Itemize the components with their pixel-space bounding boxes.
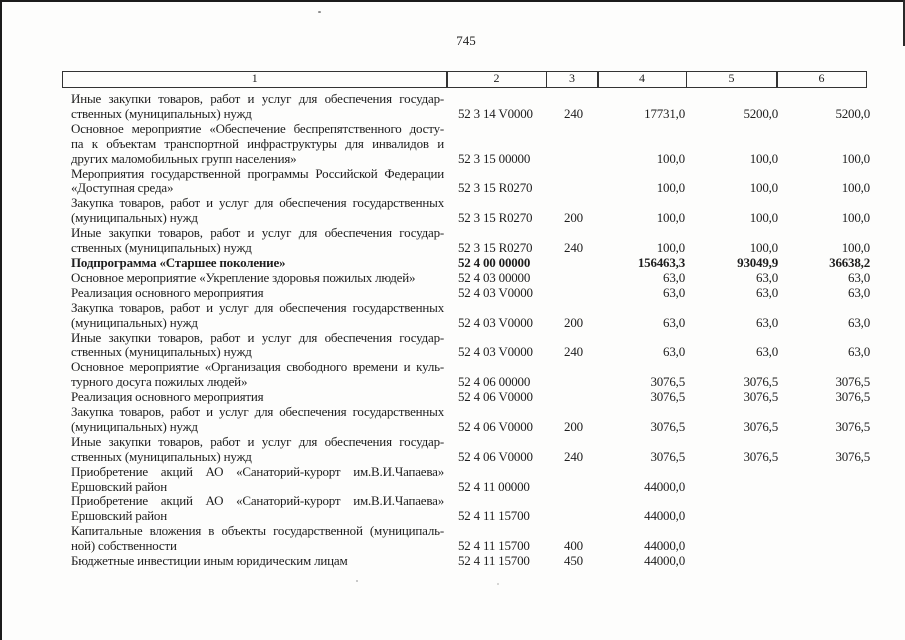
code-cell: 52 3 14 V0000 [458,105,533,121]
table-row [62,301,873,331]
expense-type-cell: 450 [564,553,583,569]
desc-line: Мероприятия государственной программы Российской Федерации [71,165,444,181]
amount-col4-cell: 3076,5 [650,374,685,390]
desc-line: Иные закупки товаров, работ и услуг для обеспечения государ- [71,225,444,241]
amount-col5-cell: 3076,5 [743,389,778,405]
amount-col6-cell: 100,0 [841,240,870,256]
amount-col4-cell: 17731,0 [644,105,685,121]
desc-line: (муниципальных) нужд [71,314,198,330]
header-cell-3: 3 [546,71,599,88]
amount-col4-cell: 100,0 [656,210,685,226]
expense-type-cell: 240 [564,344,583,360]
desc-cell [62,360,446,390]
amount-col6-cell: 100,0 [841,210,870,226]
desc-line: Иные закупки товаров, работ и услуг для обеспечения государ- [71,91,444,106]
desc-line: Закупка товаров, работ и услуг для обеспечения государственных [71,299,444,315]
desc-cell [62,405,446,435]
amount-col4-cell: 3076,5 [650,448,685,464]
table-row [62,167,873,197]
desc-cell [62,226,446,256]
code-cell: 52 4 00 00000 [458,254,531,270]
amount-col5-cell: 100,0 [749,210,778,226]
amount-col4-cell: 63,0 [663,344,685,360]
desc-cell [62,554,446,569]
amount-col6-cell: 3076,5 [835,389,870,405]
desc-line: Основное мероприятие «Укрепление здоровья пожилых людей» [71,269,416,285]
header-cell-4: 4 [597,71,687,88]
amount-col4-cell: 100,0 [656,240,685,256]
expense-type-cell: 400 [564,538,583,554]
amount-col6-cell: 3076,5 [835,418,870,434]
code-cell: 52 4 03 V0000 [458,344,533,360]
amount-col5-cell: 63,0 [756,344,778,360]
scan-noise-speck [356,580,358,582]
amount-col6-cell: 5200,0 [835,105,870,121]
amount-col5-cell: 63,0 [756,314,778,330]
code-cell: 52 4 11 00000 [458,478,530,494]
desc-line: па к объектам транспортной инфраструктуры для инвалидов и [71,135,444,151]
amount-col4-cell: 100,0 [656,180,685,196]
expense-type-cell: 240 [564,105,583,121]
desc-cell [62,301,446,331]
amount-col4-cell: 44000,0 [644,553,685,569]
code-cell: 52 4 06 V0000 [458,418,533,434]
table-row [62,494,873,524]
amount-col5-cell: 100,0 [749,180,778,196]
desc-line: Реализация основного мероприятия [71,284,264,300]
amount-col6-cell: 63,0 [848,344,870,360]
table-row [62,390,873,405]
expense-type-cell: 200 [564,314,583,330]
code-cell: 52 4 11 15700 [458,538,530,554]
table-body [62,92,873,569]
amount-col6-cell: 63,0 [848,269,870,285]
header-cell-6: 6 [776,71,867,88]
code-cell: 52 4 11 15700 [458,508,530,524]
amount-col5-cell: 93049,9 [737,254,778,270]
amount-col5-cell: 3076,5 [743,448,778,464]
table-row [62,554,873,569]
amount-col5-cell: 100,0 [749,240,778,256]
desc-line: Приобретение акций АО «Санаторий-курорт им.В.И.Чапаева» [71,493,444,509]
code-cell: 52 4 03 00000 [458,269,531,285]
table-row [62,92,873,122]
amount-col4-cell: 44000,0 [644,538,685,554]
desc-cell [62,92,446,122]
page-number: 745 [456,33,476,48]
desc-line: Капитальные вложения в объекты государственной (муниципаль- [71,523,444,539]
scan-noise-speck [318,11,321,13]
desc-line: ной) собственности [71,538,177,554]
amount-col5-cell: 100,0 [749,150,778,166]
desc-line: турного досуга пожилых людей» [71,374,248,390]
table-row [62,226,873,256]
desc-line: ственных (муниципальных) нужд [71,448,252,464]
desc-cell [62,435,446,465]
code-cell: 52 4 03 V0000 [458,314,533,330]
table-row [62,524,873,554]
desc-line: (муниципальных) нужд [71,418,198,434]
amount-col4-cell: 63,0 [663,314,685,330]
desc-line: Иные закупки товаров, работ и услуг для обеспечения государ- [71,329,444,345]
table-row [62,405,873,435]
desc-line: Ершовский район [71,478,167,494]
desc-line: Приобретение акций АО «Санаторий-курорт им.В.И.Чапаева» [71,463,444,479]
amount-col4-cell: 3076,5 [650,389,685,405]
amount-col6-cell: 36638,2 [829,254,870,270]
page-edge-left-line [0,0,2,640]
expense-type-cell: 200 [564,210,583,226]
code-cell: 52 4 06 V0000 [458,389,533,405]
code-cell: 52 4 06 V0000 [458,448,533,464]
amount-col5-cell: 63,0 [756,284,778,300]
expense-type-cell: 240 [564,240,583,256]
desc-line: Основное мероприятие «Обеспечение беспрепятственного досту- [71,120,444,136]
amount-col4-cell: 63,0 [663,269,685,285]
code-cell: 52 3 15 00000 [458,150,531,166]
header-cell-2: 2 [446,71,547,88]
desc-line: Реализация основного мероприятия [71,389,264,405]
desc-cell [62,390,446,405]
desc-line: Иные закупки товаров, работ и услуг для обеспечения государ- [71,433,444,449]
desc-line: Закупка товаров, работ и услуг для обеспечения государственных [71,195,444,211]
table-row [62,360,873,390]
amount-col5-cell: 3076,5 [743,418,778,434]
desc-cell [62,331,446,361]
desc-line: Закупка товаров, работ и услуг для обеспечения государственных [71,404,444,420]
desc-cell [62,286,446,301]
desc-cell [62,167,446,197]
desc-line: ственных (муниципальных) нужд [71,240,252,256]
amount-col5-cell: 5200,0 [743,105,778,121]
amount-col5-cell: 3076,5 [743,374,778,390]
table-row [62,435,873,465]
desc-cell [62,271,446,286]
code-cell: 52 4 06 00000 [458,374,531,390]
table-row [62,256,873,271]
desc-line: других маломобильных групп населения» [71,150,297,166]
amount-col6-cell: 3076,5 [835,448,870,464]
desc-cell [62,256,446,271]
amount-col4-cell: 63,0 [663,284,685,300]
table-row [62,331,873,361]
amount-col6-cell: 100,0 [841,180,870,196]
desc-cell [62,524,446,554]
amount-col6-cell: 3076,5 [835,374,870,390]
table-header-row [62,71,873,88]
amount-col6-cell: 63,0 [848,314,870,330]
amount-col6-cell: 100,0 [841,150,870,166]
desc-line: Подпрограмма «Старшее поколение» [71,254,286,270]
expense-type-cell: 200 [564,418,583,434]
code-cell: 52 4 11 15700 [458,553,530,569]
amount-col4-cell: 3076,5 [650,418,685,434]
amount-col4-cell: 44000,0 [644,478,685,494]
desc-line: Ершовский район [71,508,167,524]
table-row [62,271,873,286]
desc-line: Основное мероприятие «Организация свободного времени и куль- [71,359,444,375]
desc-line: (муниципальных) нужд [71,210,198,226]
table-row [62,286,873,301]
desc-line: «Доступная среда» [71,180,174,196]
table-row [62,196,873,226]
amount-col4-cell: 44000,0 [644,508,685,524]
amount-col4-cell: 100,0 [656,150,685,166]
amount-col4-cell: 156463,3 [637,254,685,270]
table-row [62,465,873,495]
desc-line: Бюджетные инвестиции иным юридическим лицам [71,553,348,569]
code-cell: 52 4 03 V0000 [458,284,533,300]
page-edge-top-line [0,0,905,2]
code-cell: 52 3 15 R0270 [458,240,533,256]
scan-noise-speck [497,583,499,585]
header-cell-5: 5 [686,71,778,88]
desc-line: ственных (муниципальных) нужд [71,105,252,121]
amount-col6-cell: 63,0 [848,284,870,300]
budget-table [62,71,873,569]
desc-cell [62,196,446,226]
expense-type-cell: 240 [564,448,583,464]
desc-cell [62,494,446,524]
table-row [62,122,873,167]
amount-col5-cell: 63,0 [756,269,778,285]
code-cell: 52 3 15 R0270 [458,210,533,226]
desc-cell [62,465,446,495]
desc-cell [62,122,446,167]
header-cell-1: 1 [62,71,448,88]
code-cell: 52 3 15 R0270 [458,180,533,196]
desc-line: ственных (муниципальных) нужд [71,344,252,360]
